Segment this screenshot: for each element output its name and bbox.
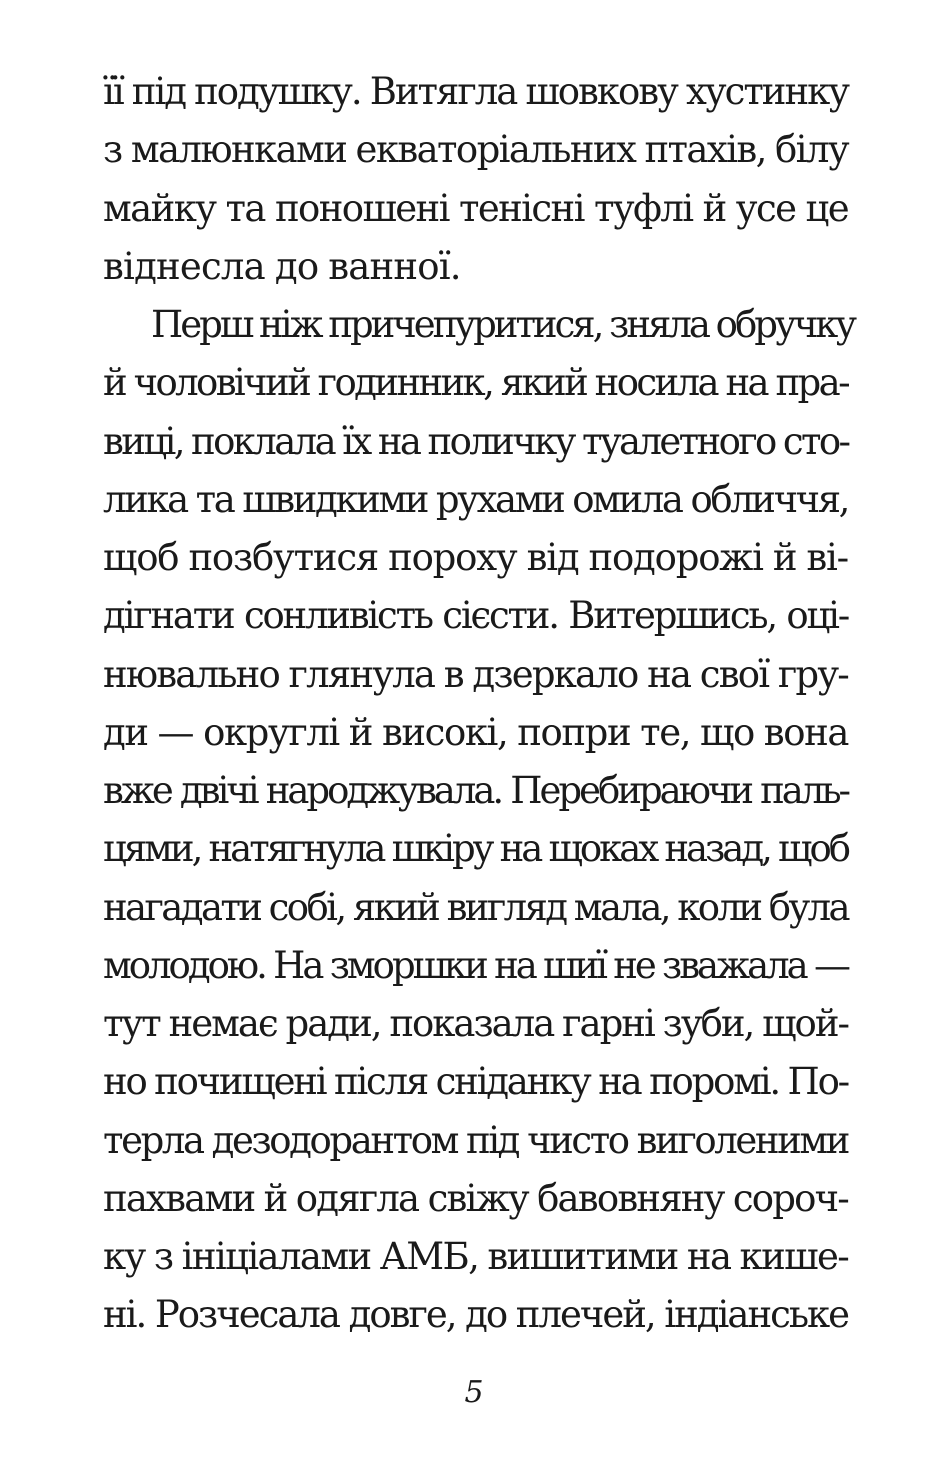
- text-line: її під подушку. Витягла шовкову хустинку: [103, 70, 848, 113]
- body-text: [103, 63, 855, 1345]
- text-line: терла дезодорантом під чисто виголеними: [103, 1118, 848, 1162]
- text-line: виці, поклала їх на поличку туалетного сто-: [103, 419, 849, 463]
- text-line: Перш ніж причепуритися, зняла обручку: [151, 303, 855, 346]
- text-line: з малюнками екваторіальних птахів, білу: [103, 128, 848, 172]
- text-line: молодою. На зморшки на шиї не зважала —: [103, 943, 848, 987]
- text-line: ку з ініціалами АМБ, вишитими на кише-: [103, 1235, 849, 1278]
- text-line: но почищені після сніданку на поромі. По-: [103, 1060, 848, 1104]
- text-line: тут немає ради, показала гарні зуби, щой-: [103, 1002, 848, 1045]
- text-line: вже двічі народжувала. Перебираючи паль-: [103, 769, 848, 812]
- page-number: 5: [464, 1375, 484, 1410]
- text-line: нювально глянула в дзеркало на свої гру-: [103, 652, 848, 696]
- text-line: віднесла до ванної.: [103, 244, 461, 288]
- text-line: нагадати собі, який вигляд мала, коли була: [103, 885, 848, 929]
- text-line: ди — округлі й високі, попри те, що вона: [103, 710, 848, 754]
- text-line: лика та швидкими рухами омила обличчя,: [103, 477, 848, 521]
- text-line: майку та поношені тенісні туфлі й усе це: [103, 186, 848, 230]
- text-line: щоб позбутися пороху від подорожі й ві-: [103, 536, 848, 579]
- text-line: дігнати сонливість сієсти. Витершись, оці-: [103, 594, 848, 638]
- text-line: й чоловічий годинник, який носила на пра-: [103, 361, 848, 405]
- text-line: цями, натягнула шкіру на щоках назад, щоб: [103, 827, 848, 871]
- text-line: пахвами й одягла свіжу бавовняну сороч-: [103, 1176, 848, 1220]
- text-line: ні. Розчесала довге, до плечей, індіанське: [103, 1293, 848, 1337]
